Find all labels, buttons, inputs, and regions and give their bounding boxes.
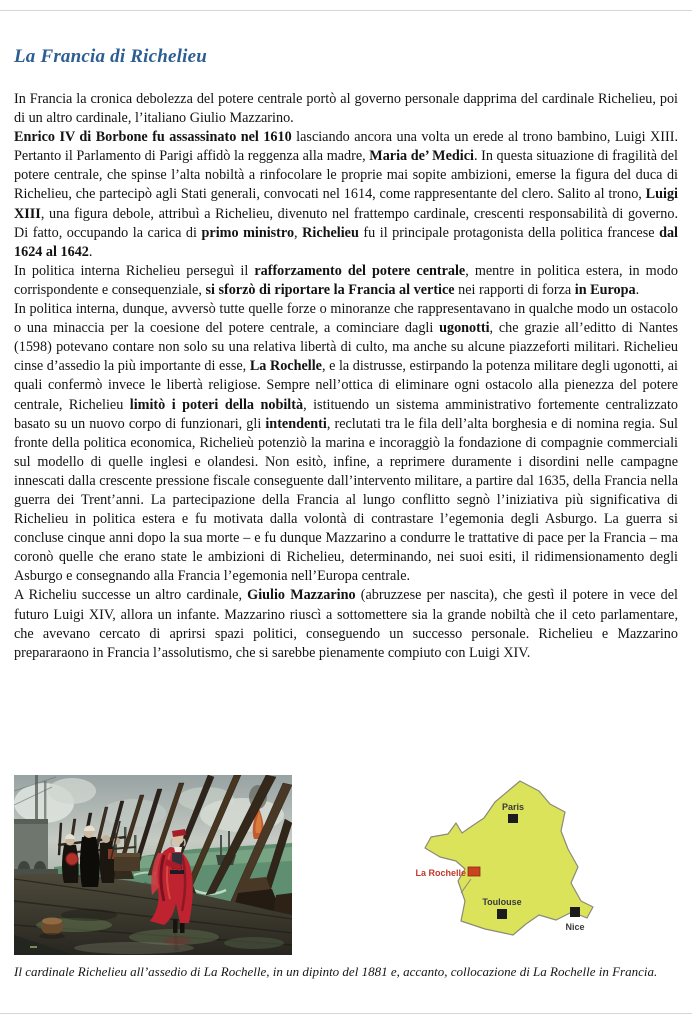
bold-text-run: limitò i poteri della nobiltà xyxy=(129,396,304,413)
bold-text-run: Maria de’ Medici xyxy=(369,148,474,165)
bold-text-run: Enrico IV di Borbone fu assassinato nel 1610 xyxy=(14,129,292,146)
text-run: In politica interna Richelieu perseguì il xyxy=(14,262,255,279)
bold-text-run: rafforzamento del potere centrale xyxy=(254,262,466,279)
bold-text-run: ugonotti xyxy=(439,320,490,337)
text-run: , che grazie all’editto di Nantes (1598) potevano contare non solo su una relativa libertà di culto, ma anche su alcune piazzeforti militari. Richelieu cinse d’assedio la più importante di esse, xyxy=(14,320,679,375)
paris-marker xyxy=(508,814,518,823)
text-run: lasciando ancora una volta un erede al trono bambino, Luigi XIII. Pertanto il Parlamento di Parigi affidò la reggenza alla madre, xyxy=(14,129,678,165)
paragraph xyxy=(14,300,678,586)
text-run: , istituendo un sistema amministrativo fortemente centralizzato basato su un nuovo corpo di funzionari, gli xyxy=(14,396,679,432)
barrel xyxy=(39,918,65,940)
text-run: , una figura debole, attribuì a Richelieu, divenuto nel frattempo cardinale, crescenti responsabilità di governo. Di fatto, occupando la carica di xyxy=(14,205,678,241)
city-la-rochelle xyxy=(415,867,480,878)
text-run: In Francia la cronica debolezza del potere centrale portò al governo personale dapprima del cardinale Richelieu, poi di un altro cardinale, l’italiano Giulio Mazzarino. xyxy=(14,91,678,127)
bold-text-run: si sforzò di riportare la Francia al vertice xyxy=(205,281,455,298)
text-run: , reclutati tra le fila dell’alta borghesia e di nomina regia. Sul fronte della politica economica, Richelieù potenziò la marina e incoraggiò la fondazione di compagnie commerciali sul modello di quelle inglesi e olandesi. Non esitò, infine, a reprimere duramente i disordini nelle campagne innescati dalla crescente pressione fiscale conseguente dall’intervento militare, a partire dal 1635, della Francia nella guerra dei Trent’anni. La partecipazione della Francia al lungo conflitto segnò l’iniziativa più significativa di Richelieu in politica estera e fu motivata dalla volontà di contrastare l’egemonia degli Asburgo. La guerra si concluse cinque anni dopo la sua morte – e fu dunque Mazzarino a condurre le trattative di pace per la Francia – ma coronò quelle che erano state le ambizioni di Richelieu, determinando, nei suoi esiti, il ridimensionamento degli Asburgo e consegnando alla Francia l’egemonia nell’Europa centrale. xyxy=(14,415,678,585)
bold-text-run: intendenti xyxy=(265,415,327,432)
bold-text-run: dal 1624 al 1642 xyxy=(14,224,678,260)
text-run: . xyxy=(635,281,640,298)
figure-caption: Il cardinale Richelieu all’assedio di La Rochelle, in un dipinto del 1881 e, accanto, collocazione di La Rochelle in Francia. xyxy=(14,964,658,979)
paragraph xyxy=(14,262,678,300)
text-run: , e la distrusse, estirpando la potenza militare degli ugonotti, ai quali confermò invece le libertà religiose. Sempre nell’ottica di eliminare ogni ostacolo alla pienezza del potere centrale, Richelieu xyxy=(14,358,678,413)
text-run: , mentre in politica estera, in modo corrispondente e consequenziale, xyxy=(14,262,678,298)
bold-text-run: La Rochelle xyxy=(249,358,322,375)
paragraph xyxy=(14,90,678,128)
text-run: nei rapporti di forza xyxy=(454,281,575,298)
bold-text-run: primo ministro xyxy=(201,224,295,241)
la-rochelle-label: La Rochelle xyxy=(415,868,466,878)
text-run: fu il principale protagonista della politica francese xyxy=(358,224,660,241)
body-text xyxy=(14,90,678,663)
nice-label: Nice xyxy=(565,922,585,932)
richelieu-painting xyxy=(14,775,292,955)
top-divider xyxy=(0,10,692,11)
nice-marker xyxy=(570,907,580,917)
bottom-divider xyxy=(0,1013,692,1014)
paragraph xyxy=(14,586,678,662)
figures-row xyxy=(14,773,678,959)
text-run: A Richeliu successe un altro cardinale, xyxy=(14,587,248,604)
text-run: (abruzzese per nascita), che gestì il potere in vece del futuro Luigi XIV, allora un infante. Mazzarino riuscì a sottomettere sia la grande nobiltà che il ceto parlamentare, che avevano cercato di aprirsi spazi politici, conseguendo un successo personale. Richelieu e Mazzarino prepararaono in Francia l’assolutismo, che si sarebbe pienamente compiuto con Luigi XIV. xyxy=(14,587,678,661)
text-run: . In questa situazione di fragilità del potere centrale, che spinse l’alta nobiltà a rinfocolare le proprie mai sopite ambizioni, emerse la figura del duca di Richelieu, che partecipò agli Stati generali, convocati nel 1614, come rappresentante del clero. Salito al trono, xyxy=(14,148,678,203)
bold-text-run: Richelieu xyxy=(302,224,359,241)
paragraph xyxy=(14,128,678,262)
france-map xyxy=(415,777,605,949)
page-title: La Francia di Richelieu xyxy=(14,46,208,67)
toulouse-marker xyxy=(497,909,507,919)
painter-signature xyxy=(30,946,37,948)
la-rochelle-marker xyxy=(468,867,480,876)
bold-text-run: Giulio Mazzarino xyxy=(247,587,356,604)
text-run: . xyxy=(88,243,93,260)
text-run: In politica interna, dunque, avversò tutte quelle forze o minoranze che rappresentavano in qualche modo un ostacolo o una minaccia per la coesione del potere centrale, a cominciare dagli xyxy=(14,301,678,337)
toulouse-label: Toulouse xyxy=(482,897,522,907)
paris-label: Paris xyxy=(501,802,525,812)
text-run: , xyxy=(294,224,303,241)
bold-text-run: in Europa xyxy=(574,281,636,298)
bold-text-run: Luigi XIII xyxy=(14,186,678,222)
